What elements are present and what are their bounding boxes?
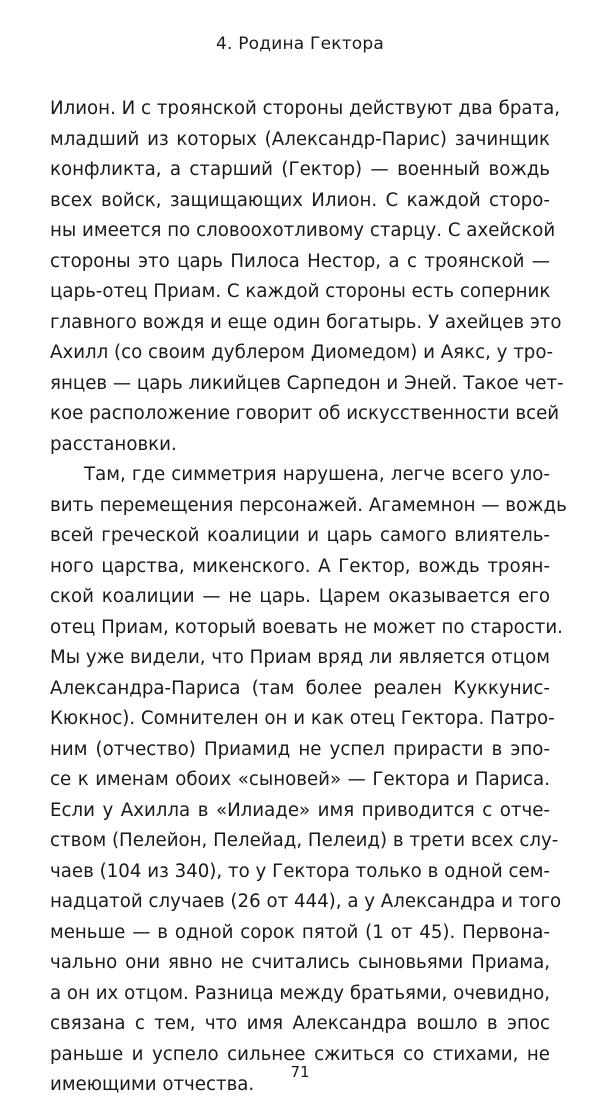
text-line: надцатой случаев (26 от 444), а у Александра и того: [50, 891, 562, 912]
text-line: стороны это царь Пилоса Нестор, а с троянской —: [50, 250, 550, 272]
paragraph-1: [50, 94, 564, 460]
body-text: [50, 94, 567, 1101]
text-line: главного вождя и еще один богатырь. У ахейцев это: [50, 311, 562, 333]
text-line: расстановки.: [50, 433, 177, 455]
text-line: ством (Пелейон, Пелейад, Пелеид) в трети всех слу-: [50, 830, 559, 851]
text-line: чально они явно не считались сыновьями Приама,: [50, 952, 550, 973]
text-line: младший из которых (Александр-Парис) зачинщик: [50, 128, 550, 150]
text-line: Александра-Париса (там более реален Куккунис-: [50, 677, 550, 699]
text-line: ской коалиции — не царь. Царем оказывается его: [50, 586, 550, 607]
text-line: янцев — царь ликийцев Сарпедон и Эней. Такое чет-: [50, 372, 564, 394]
text-line: отец Приам, который воевать не может по старости.: [50, 616, 563, 638]
text-line: вить перемещения персонажей. Агамемнон — вождь: [50, 494, 567, 516]
text-line: се к именам обоих «сыновей» — Гектора и Париса.: [50, 769, 550, 790]
text-line: царь-отец Приам. С каждой стороны есть соперник: [50, 281, 551, 302]
text-line: Илион. И с троянской стороны действуют два брата,: [50, 98, 561, 119]
running-title: 4. Родина Гектора: [215, 34, 385, 54]
text-line: конфликта, а старший (Гектор) — военный вождь: [50, 159, 550, 180]
text-line: всей греческой коалиции и царь самого влиятель-: [50, 525, 550, 546]
text-line: а он их отцом. Разница между братьями, очевидно,: [50, 982, 551, 1004]
text-line: ны имеется по словоохотливому старцу. С ахейской: [50, 220, 556, 241]
text-line: связана с тем, что имя Александра вошло в эпос: [50, 1013, 550, 1034]
text-line: Кюкнос). Сомнителен он и как отец Гектора. Патро-: [50, 708, 555, 729]
paragraph-2: [50, 460, 567, 1101]
text-line: ним (отчество) Приамид не успел прирасти в эпо-: [50, 738, 550, 760]
text-line: меньше — в одной сорок пятой (1 от 45). Первона-: [50, 921, 550, 943]
text-line: кое расположение говорит об искусственности всей: [50, 403, 560, 424]
page-number: 71: [290, 1063, 310, 1081]
text-line: Мы уже видели, что Приам вряд ли является отцом: [50, 647, 550, 668]
text-line: всех войск, защищающих Илион. С каждой сторо-: [50, 189, 550, 211]
text-line: Если у Ахилла в «Илиаде» имя приводится с отче-: [50, 799, 550, 821]
text-line: раньше и успело сильнее сжиться со стихами, не: [50, 1043, 550, 1065]
text-line: чаев (104 из 340), то у Гектора только в одной сем-: [50, 860, 550, 882]
text-line: Ахилл (со своим дублером Диомедом) и Аякс, у тро-: [50, 342, 554, 363]
text-line: Там, где симметрия нарушена, легче всего уло-: [84, 464, 550, 485]
text-line: ного царства, микенского. А Гектор, вождь троян-: [50, 555, 550, 577]
text-line: имеющими отчества.: [50, 1074, 255, 1095]
